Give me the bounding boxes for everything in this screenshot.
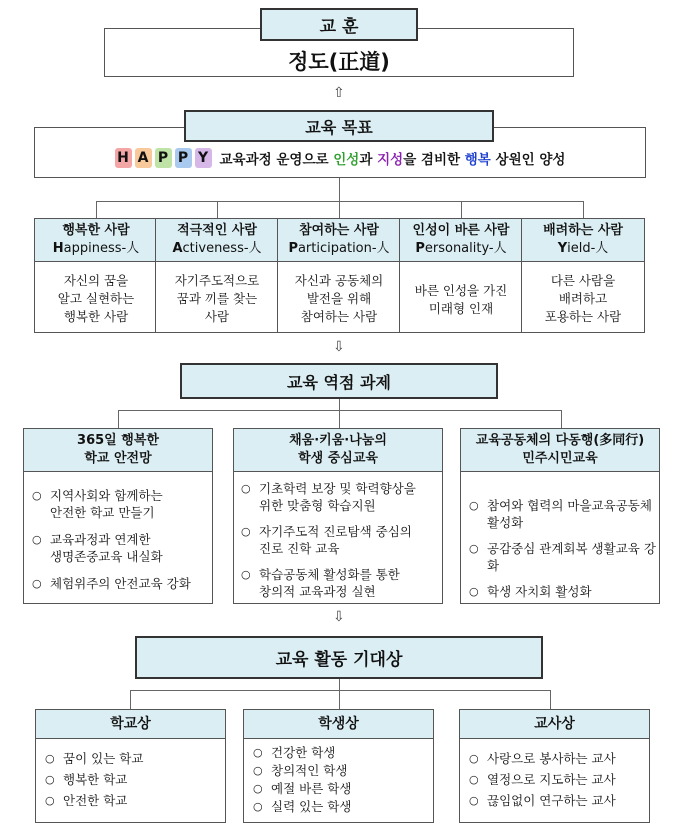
goal-card-1-title: 적극적인 사람 bbox=[177, 223, 257, 238]
happy-letters bbox=[115, 148, 212, 168]
expect-column-0-title: 학교상 bbox=[110, 716, 151, 732]
list-item bbox=[469, 497, 659, 531]
card-connector-5 bbox=[583, 201, 584, 218]
expect-column-2-list bbox=[469, 750, 649, 809]
expect-column-2-title: 교사상 bbox=[534, 716, 575, 732]
goal-card-0-desc bbox=[34, 272, 158, 326]
expect-column-0-header bbox=[35, 709, 226, 739]
task-column-1-list bbox=[241, 480, 441, 600]
list-item bbox=[32, 575, 210, 592]
goal-card-1-desc-line: 꿈과 끼를 찾는 bbox=[176, 291, 258, 306]
list-item bbox=[32, 487, 210, 521]
goals-text-part4: 상원인 양성 bbox=[490, 152, 566, 168]
goal-card-4-header bbox=[521, 218, 645, 262]
list-item: ○ 열정으로 지도하는 교사 bbox=[469, 771, 649, 788]
list-item: ○ 창의적인 학생 bbox=[253, 762, 431, 779]
goal-card-3-title: 인성이 바른 사람 bbox=[412, 223, 510, 238]
list-item-line: 활성화 bbox=[487, 515, 524, 530]
task-column-1-header bbox=[233, 428, 443, 472]
goal-card-0-header bbox=[34, 218, 158, 262]
goals-connector-vertical bbox=[339, 178, 340, 201]
list-item-line: ○ 참여와 협력의 마을교육공동체 bbox=[487, 498, 652, 513]
goal-card-2-title: 참여하는 사람 bbox=[299, 223, 379, 238]
goal-card-3-desc-line: 바른 인성을 가진 bbox=[414, 283, 508, 298]
goals-text-part3: 을 겸비한 bbox=[403, 152, 465, 168]
happy-letter-4: Y bbox=[195, 148, 212, 168]
list-item: ○ 사랑으로 봉사하는 교사 bbox=[469, 750, 649, 767]
expect-column-1-header bbox=[243, 709, 434, 739]
goal-card-4-title: 배려하는 사람 bbox=[543, 223, 623, 238]
goal-card-0-sub-rest: appiness-人 bbox=[63, 241, 140, 256]
goal-card-1-subtitle bbox=[172, 240, 261, 258]
expect-connector-1 bbox=[130, 690, 131, 709]
list-item-line: ○ 공감중심 관계회복 생활교육 강화 bbox=[487, 541, 656, 573]
down-arrow-icon: ⇩ bbox=[333, 609, 345, 625]
tasks-connector-1 bbox=[118, 410, 119, 428]
card-connector-1 bbox=[96, 201, 97, 218]
goal-card-3-subtitle bbox=[415, 240, 506, 258]
motto-value-text: 정도(正道) bbox=[288, 50, 390, 74]
task-column-1-title-line: 학생 중심교육 bbox=[298, 451, 378, 466]
goal-card-0-subtitle bbox=[53, 240, 139, 258]
expect-column-1-list bbox=[253, 744, 431, 815]
happy-letter-3: P bbox=[175, 148, 192, 168]
goal-card-2-desc-line: 참여하는 사람 bbox=[300, 309, 378, 324]
list-item-line: 안전한 학교 만들기 bbox=[50, 505, 155, 520]
expect-column-0-list bbox=[45, 750, 223, 809]
task-column-2-title-line: 민주시민교육 bbox=[522, 451, 598, 466]
list-item-line: ○ 기초학력 보장 및 학력향상을 bbox=[259, 481, 416, 496]
list-item-line: ○ 자기주도적 진로탐색 중심의 bbox=[259, 524, 412, 539]
list-item: ○ 안전한 학교 bbox=[45, 792, 223, 809]
list-item: ○ 실력 있는 학생 bbox=[253, 798, 431, 815]
tasks-connector-vertical bbox=[339, 399, 340, 410]
motto-header bbox=[260, 8, 418, 41]
goal-card-3-sub-rest: ersonality-人 bbox=[424, 241, 507, 256]
motto-value bbox=[104, 46, 574, 76]
task-column-1-title-line: 채움·키움·나눔의 bbox=[289, 433, 387, 448]
tasks-connector-2 bbox=[339, 410, 340, 428]
task-column-2-list bbox=[469, 497, 659, 600]
goal-card-4-sub-rest: ield-人 bbox=[567, 241, 609, 256]
tasks-connector-3 bbox=[561, 410, 562, 428]
happy-letter-1: A bbox=[135, 148, 152, 168]
task-column-0-title-line: 학교 안전망 bbox=[84, 451, 152, 466]
list-item: ○ 끊임없이 연구하는 교사 bbox=[469, 792, 649, 809]
tasks-header-text: 교육 역점 과제 bbox=[287, 372, 391, 392]
expect-connector-horizontal bbox=[130, 690, 550, 691]
list-item: ○ 예절 바른 학생 bbox=[253, 780, 431, 797]
goal-card-0-desc-line: 자신의 꿈을 bbox=[63, 273, 129, 288]
motto-header-text: 교 훈 bbox=[319, 17, 359, 37]
goal-card-1-desc-line: 자기주도적으로 bbox=[174, 273, 260, 288]
goals-sentence bbox=[34, 148, 646, 168]
goal-card-4-desc-line: 배려하고 bbox=[558, 291, 608, 306]
card-connector-4 bbox=[461, 201, 462, 218]
goal-card-3-desc bbox=[399, 282, 523, 318]
goal-card-2-header bbox=[277, 218, 401, 262]
list-item bbox=[241, 523, 441, 557]
happy-letter-2: P bbox=[155, 148, 172, 168]
goals-text-insung: 인성 bbox=[333, 152, 360, 168]
list-item-line: ○ 교육과정과 연계한 bbox=[50, 532, 151, 547]
task-column-2-header bbox=[460, 428, 660, 472]
goals-header-text: 교육 목표 bbox=[305, 117, 373, 137]
expectations-header-text: 교육 활동 기대상 bbox=[275, 650, 403, 670]
goal-card-3-sub-initial: P bbox=[415, 241, 425, 256]
goal-card-4-sub-initial: Y bbox=[557, 241, 568, 256]
expect-connector-3 bbox=[550, 690, 551, 709]
goal-card-0-title: 행복한 사람 bbox=[62, 223, 130, 238]
list-item: ○ 행복한 학교 bbox=[45, 771, 223, 788]
goal-card-1-desc bbox=[155, 272, 279, 326]
goal-card-2-desc-line: 자신과 공동체의 bbox=[294, 273, 384, 288]
goal-card-2-sub-initial: P bbox=[288, 241, 298, 256]
list-item bbox=[469, 583, 659, 600]
goals-text-haengbok: 행복 bbox=[464, 152, 491, 168]
list-item-line: ○ 지역사회와 함께하는 bbox=[50, 488, 163, 503]
goals-header bbox=[184, 110, 494, 142]
card-connector-2 bbox=[217, 201, 218, 218]
expect-connector-vertical bbox=[339, 679, 340, 690]
list-item-line: 창의적 교육과정 실현 bbox=[259, 584, 376, 599]
list-item-line: 진로 진학 교육 bbox=[259, 541, 340, 556]
list-item: ○ 꿈이 있는 학교 bbox=[45, 750, 223, 767]
list-item: ○ 건강한 학생 bbox=[253, 744, 431, 761]
goals-text-part1: 교육과정 운영으로 bbox=[219, 152, 334, 168]
list-item-line: 생명존중교육 내실화 bbox=[50, 549, 163, 564]
goal-card-4-subtitle bbox=[558, 240, 609, 258]
expect-column-2-header bbox=[459, 709, 650, 739]
list-item-line: ○ 학습공동체 활성화를 통한 bbox=[259, 567, 400, 582]
goal-card-3-desc-line: 미래형 인재 bbox=[428, 301, 494, 316]
list-item-line: 위한 맞춤형 학습지원 bbox=[259, 498, 376, 513]
goal-card-0-sub-initial: H bbox=[52, 241, 64, 256]
goal-card-3-header bbox=[399, 218, 523, 262]
goal-card-2-desc bbox=[277, 272, 401, 326]
goal-card-2-subtitle bbox=[288, 240, 389, 258]
goal-card-1-desc-line: 사람 bbox=[204, 309, 230, 324]
up-arrow-icon: ⇧ bbox=[333, 85, 345, 101]
task-column-2-title-line: 교육공동체의 다동행(多同行) bbox=[475, 433, 645, 448]
goal-card-1-header bbox=[155, 218, 279, 262]
goal-card-1-sub-rest: ctiveness-人 bbox=[182, 241, 262, 256]
goal-card-0-desc-line: 행복한 사람 bbox=[63, 309, 129, 324]
list-item-line: ○ 학생 자치회 활성화 bbox=[487, 584, 592, 599]
task-column-0-list bbox=[32, 487, 210, 592]
list-item bbox=[241, 480, 441, 514]
goal-card-4-desc-line: 포용하는 사람 bbox=[544, 309, 622, 324]
expect-column-1-title: 학생상 bbox=[318, 716, 359, 732]
goals-text-part2: 과 bbox=[359, 152, 378, 168]
task-column-0-header bbox=[23, 428, 213, 472]
goal-card-1-sub-initial: A bbox=[172, 241, 183, 256]
goal-card-4-desc-line: 다른 사람을 bbox=[550, 273, 616, 288]
down-arrow-icon: ⇩ bbox=[333, 339, 345, 355]
list-item bbox=[469, 540, 659, 574]
goals-text bbox=[220, 148, 566, 168]
task-column-0-title-line: 365일 행복한 bbox=[77, 433, 159, 448]
expect-connector-2 bbox=[339, 690, 340, 709]
goal-card-0-desc-line: 알고 실현하는 bbox=[57, 291, 135, 306]
goal-card-4-desc bbox=[521, 272, 645, 326]
card-connector-3 bbox=[339, 201, 340, 218]
tasks-header bbox=[180, 363, 498, 399]
happy-letter-0: H bbox=[115, 148, 132, 168]
expectations-header bbox=[135, 636, 543, 679]
goals-text-jisung: 지성 bbox=[377, 152, 404, 168]
list-item-line: ○ 체험위주의 안전교육 강화 bbox=[50, 576, 191, 591]
goal-card-2-desc-line: 발전을 위해 bbox=[306, 291, 372, 306]
goal-card-2-sub-rest: articipation-人 bbox=[297, 241, 390, 256]
list-item bbox=[32, 531, 210, 565]
list-item bbox=[241, 566, 441, 600]
